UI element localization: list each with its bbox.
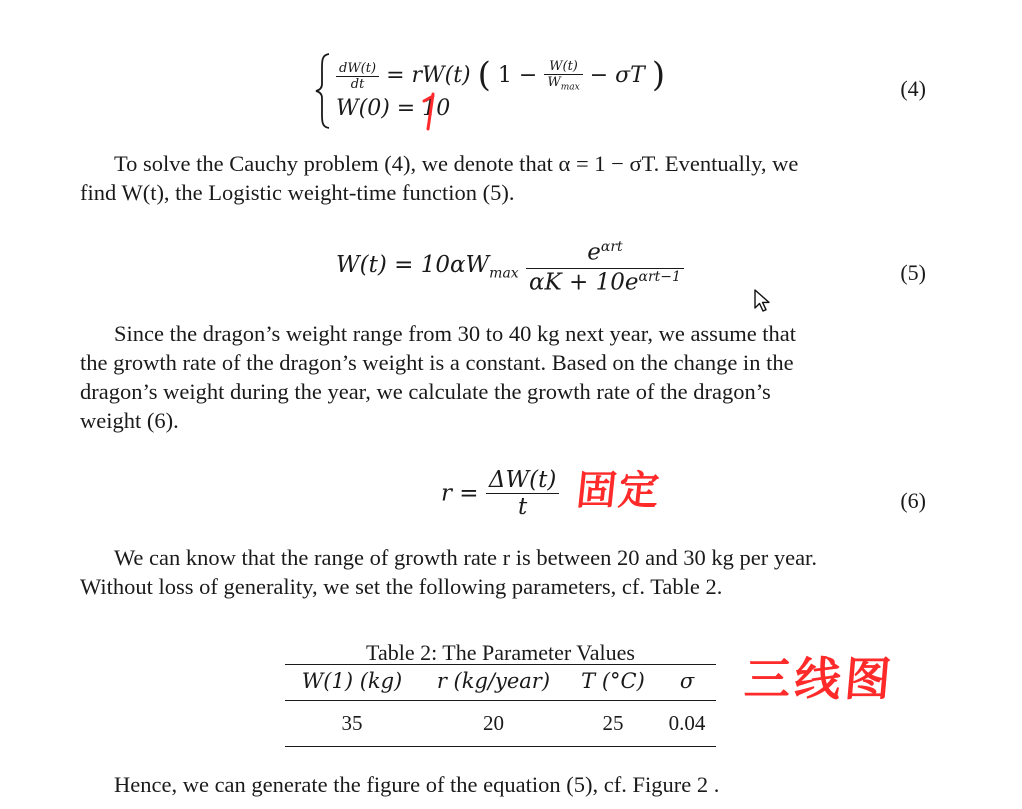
equation-6-body [441,467,559,520]
eq4-frac-den: dt [350,76,365,92]
eq4-inner-den-sub: max [560,82,580,93]
eq5-den-sup: αrt−1 [638,268,681,285]
table-header-cell: T (°C) [581,669,645,693]
eq4-rhs: = rW(t) [386,63,471,88]
eq5-num-sup: αrt [600,239,623,255]
parameter-table [285,665,716,740]
mouse-cursor-icon [754,289,772,313]
para3-line2: Without loss of generality, we set the following parameters, cf. Table 2. [80,574,723,599]
eq4-tail: − σT [589,63,645,88]
eq4-one-minus: 1 − [497,63,538,88]
eq4-paren-close: ) [651,55,666,95]
paragraph-4 [80,770,926,799]
table-header-cell: σ [679,669,695,693]
para1-line2: find W(t), the Logistic weight-time function (5). [80,180,515,205]
table-cell: 20 [482,711,504,735]
equation-4-number: (4) [900,76,926,101]
handwritten-annotation-three-line-table: 三线图 [742,652,898,706]
table-row [285,707,716,740]
eq5-lhs: W(t) = 10αW [336,252,490,279]
table-caption: Table 2: The Parameter Values [366,640,635,665]
table-header-cell: W(1) (kg) [301,669,403,693]
equation-6-number: (6) [900,488,926,513]
eq4-frac-num: dW(t) [336,61,379,77]
eq4-inner-den: W [547,75,561,91]
para1-line1: To solve the Cauchy problem (4), we denote that α = 1 − σT. Eventually, we [114,151,799,176]
para3-line1: We can know that the range of growth rate r is between 20 and 30 kg per year. [114,545,817,570]
eq4-paren-open: ( [477,55,491,95]
equation-5-number: (5) [900,260,926,285]
table-mid-rule [285,700,716,701]
eq6-den: t [517,494,528,520]
table-cell: 0.04 [668,711,706,735]
table-cell: 25 [602,711,624,735]
eq6-lhs: r = [441,480,479,507]
table-header-cell: r (kg/year) [436,669,551,693]
table-cell: 35 [341,711,363,735]
para2-line2: the growth rate of the dragon’s weight is a constant. Based on the change in the [80,350,794,375]
paragraph-1 [80,149,926,207]
para2-line4: weight (6). [80,408,179,433]
paragraph-2 [80,319,926,435]
handwritten-annotation-fixed: 固定 [574,468,664,514]
equation-4-line1 [336,55,665,95]
eq5-lhs-sub: max [489,265,519,282]
eq4-inner-num: W(t) [544,59,582,75]
para4-line1: Hence, we can generate the figure of the equation (5), cf. Figure 2 . [114,772,720,797]
eq5-den: αK + 10e [529,269,639,296]
equation-4-line2: W(0) = 10 [336,96,451,121]
table-bottom-rule [285,746,716,747]
left-brace [314,52,332,130]
eq6-num: ΔW(t) [486,467,559,494]
paragraph-3 [80,543,926,601]
red-strike-mark [420,92,440,132]
eq5-num: e [587,239,601,266]
para2-line1: Since the dragon’s weight range from 30 to 40 kg next year, we assume that [114,321,797,346]
para2-line3: dragon’s weight during the year, we calculate the growth rate of the dragon’s [80,379,771,404]
table-header-row [285,665,716,697]
equation-5-body [336,239,684,295]
